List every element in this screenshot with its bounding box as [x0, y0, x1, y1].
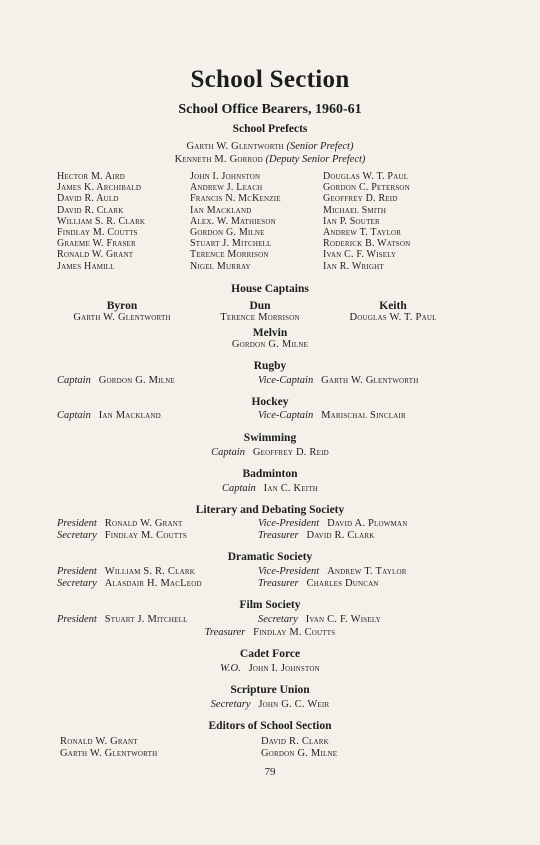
role-label: Captain — [211, 447, 245, 458]
prefect-name: Findlay M. Coutts — [57, 227, 138, 239]
role-label: Secretary — [57, 578, 97, 589]
person-name: Ian Mackland — [98, 410, 161, 421]
senior-prefect-line — [0, 141, 540, 152]
prefects-column-2 — [190, 171, 281, 272]
prefect-name: Stuart J. Mitchell — [190, 238, 272, 250]
role-label: President — [57, 566, 97, 577]
role-label: Vice-President — [258, 518, 320, 529]
prefect-name: Andrew J. Leach — [190, 182, 263, 194]
badminton-heading: Badminton — [242, 468, 298, 480]
house-label: Melvin — [252, 327, 288, 339]
prefect-name: David R. Auld — [57, 193, 119, 205]
prefect-name: Roderick B. Watson — [323, 238, 411, 250]
role-label: Treasurer — [204, 627, 246, 638]
role-label: Secretary — [57, 530, 97, 541]
prefect-name: Nigel Murray — [190, 260, 251, 272]
film-treasurer — [0, 627, 540, 638]
cadet-warrant-officer — [0, 663, 540, 674]
house-captain-name: Garth W. Glentworth — [73, 312, 171, 323]
prefect-name: Ian Mackland — [190, 204, 252, 216]
person-name: Findlay M. Coutts — [104, 530, 187, 541]
film-president — [57, 614, 188, 625]
person-name: Gordon G. Milne — [98, 375, 175, 386]
deputy-prefect-role: (Deputy Senior Prefect) — [265, 154, 366, 165]
dramatic-secretary — [57, 578, 202, 589]
editor-name: Ronald W. Grant — [60, 736, 138, 747]
film-secretary — [258, 614, 381, 625]
dramatic-president — [57, 566, 195, 577]
house-dun — [195, 300, 325, 323]
editor-name: Gordon G. Milne — [261, 748, 338, 759]
person-name: John I. Johnston — [248, 663, 320, 674]
house-byron — [57, 300, 187, 323]
person-name: Charles Duncan — [306, 578, 379, 589]
house-captain-name: Douglas W. T. Paul — [349, 312, 437, 323]
prefect-name: Hector M. Aird — [57, 171, 125, 182]
person-name: William S. R. Clark — [104, 566, 195, 577]
role-label: Vice-Captain — [258, 410, 314, 421]
role-label: Vice-President — [258, 566, 320, 577]
role-label: Secretary — [258, 614, 298, 625]
person-name: David R. Clark — [306, 530, 375, 541]
page-title: School Section — [190, 66, 350, 93]
prefects-heading: School Prefects — [232, 123, 308, 135]
house-captains-heading: House Captains — [231, 283, 309, 295]
role-label: Treasurer — [258, 530, 299, 541]
person-name: Marischal Sinclair — [321, 410, 406, 421]
person-name: Stuart J. Mitchell — [104, 614, 188, 625]
dramatic-treasurer — [258, 578, 379, 589]
film-heading: Film Society — [239, 599, 301, 611]
hockey-vice-captain — [258, 410, 406, 421]
editors-column-2 — [261, 736, 337, 760]
role-label: Vice-Captain — [258, 375, 314, 386]
prefect-name: Michael Smith — [323, 204, 387, 216]
prefect-name: Francis N. McKenzie — [190, 193, 281, 205]
prefect-name: Ian R. Wright — [323, 260, 384, 272]
scripture-heading: Scripture Union — [230, 684, 310, 696]
person-name: John G. C. Weir — [258, 699, 330, 710]
prefect-name: John I. Johnston — [190, 171, 261, 182]
rugby-heading: Rugby — [253, 360, 287, 372]
role-label: W.O. — [220, 663, 241, 674]
swimming-captain — [0, 447, 540, 458]
prefect-name: Ivan C. F. Wisely — [323, 249, 397, 261]
prefect-name: William S. R. Clark — [57, 215, 146, 227]
person-name: Alasdair H. MacLeod — [104, 578, 202, 589]
prefects-column-3 — [323, 171, 410, 272]
prefect-name: David R. Clark — [57, 204, 124, 216]
senior-prefect-name: Garth W. Glentworth — [186, 141, 284, 152]
prefect-name: Terence Morrison — [190, 249, 269, 261]
house-melvin — [0, 327, 540, 350]
scripture-secretary — [0, 699, 540, 710]
hockey-captain — [57, 410, 161, 421]
prefect-name: Geoffrey D. Reid — [323, 193, 398, 205]
role-label: Secretary — [210, 699, 251, 710]
rugby-vice-captain — [258, 375, 418, 386]
prefect-name: Alex. W. Mathieson — [190, 215, 276, 227]
role-label: Treasurer — [258, 578, 299, 589]
prefect-name: Andrew T. Taylor — [323, 227, 402, 239]
page-number: 79 — [264, 766, 276, 778]
hockey-heading: Hockey — [251, 396, 289, 408]
deputy-prefect-name: Kenneth M. Gorrod — [174, 154, 263, 165]
prefect-name: Ronald W. Grant — [57, 249, 134, 261]
person-name: David A. Plowman — [327, 518, 408, 529]
house-label: Dun — [249, 300, 271, 312]
prefect-name: James Hamill — [57, 260, 115, 272]
editor-name: Garth W. Glentworth — [60, 748, 158, 759]
person-name: Findlay M. Coutts — [253, 627, 336, 638]
swimming-heading: Swimming — [243, 432, 297, 444]
person-name: Ian C. Keith — [263, 483, 319, 494]
senior-prefect-role: (Senior Prefect) — [286, 141, 354, 152]
prefect-name: Gordon C. Peterson — [323, 182, 410, 194]
role-label: President — [57, 518, 97, 529]
prefect-name: James K. Archibald — [57, 182, 142, 194]
person-name: Andrew T. Taylor — [327, 566, 407, 577]
literary-treasurer — [258, 530, 374, 541]
person-name: Garth W. Glentworth — [321, 375, 419, 386]
prefect-name: Ian P. Souter — [323, 215, 380, 227]
literary-president — [57, 518, 183, 529]
editors-column-1 — [60, 736, 157, 760]
person-name: Ronald W. Grant — [104, 518, 183, 529]
role-label: President — [57, 614, 97, 625]
badminton-captain — [0, 483, 540, 494]
house-captain-name: Gordon G. Milne — [231, 339, 309, 350]
house-captain-name: Terence Morrison — [220, 312, 300, 323]
literary-heading: Literary and Debating Society — [195, 504, 345, 516]
office-bearers-heading: School Office Bearers, 1960-61 — [178, 102, 362, 117]
cadet-heading: Cadet Force — [239, 648, 301, 660]
prefect-name: Douglas W. T. Paul — [323, 171, 409, 182]
editor-name: David R. Clark — [261, 736, 329, 747]
role-label: Captain — [221, 483, 256, 494]
role-label: Captain — [57, 375, 91, 386]
literary-secretary — [57, 530, 187, 541]
prefect-name: Graeme W. Fraser — [57, 238, 136, 250]
prefect-name: Gordon G. Milne — [190, 227, 265, 239]
person-name: Geoffrey D. Reid — [252, 447, 329, 458]
person-name: Ivan C. F. Wisely — [305, 614, 381, 625]
rugby-captain — [57, 375, 175, 386]
prefects-column-1 — [57, 171, 145, 272]
role-label: Captain — [57, 410, 91, 421]
deputy-prefect-line — [0, 154, 540, 165]
dramatic-heading: Dramatic Society — [227, 551, 313, 563]
house-label: Byron — [106, 300, 138, 312]
editors-heading: Editors of School Section — [208, 720, 332, 732]
house-label: Keith — [379, 300, 407, 312]
literary-vice-president — [258, 518, 407, 529]
dramatic-vice-president — [258, 566, 407, 577]
house-keith — [328, 300, 458, 323]
